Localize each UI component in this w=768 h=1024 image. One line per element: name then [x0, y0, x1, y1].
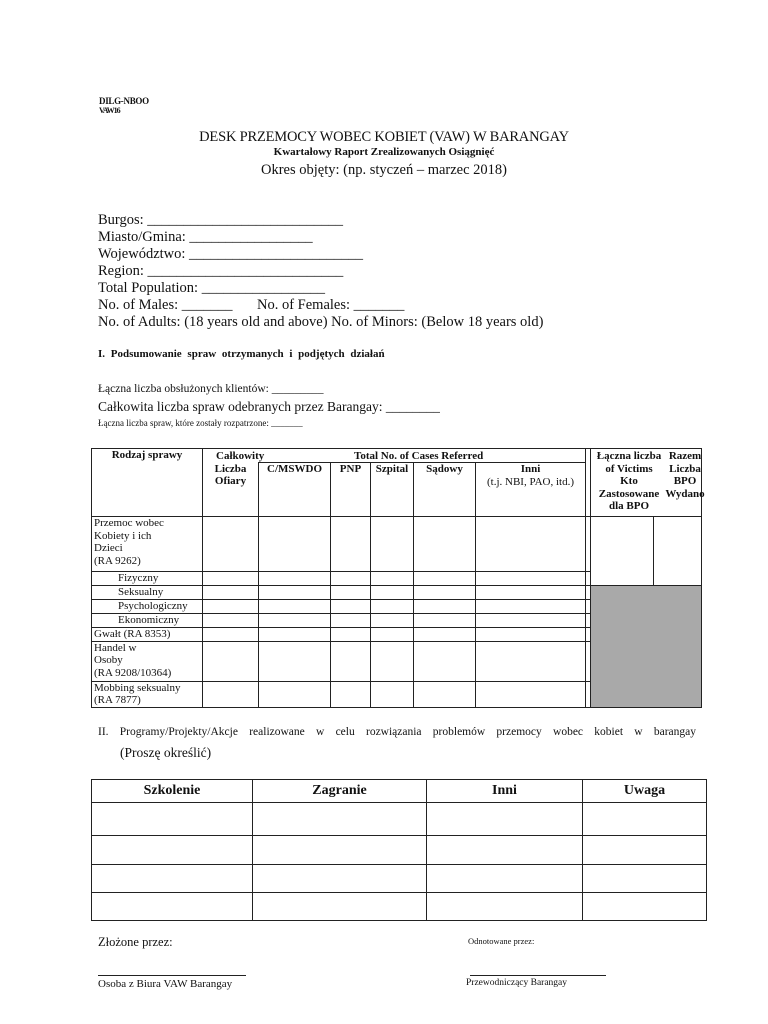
document-code-sub: VAW16: [99, 106, 120, 115]
row-physical: Fizyczny: [92, 572, 203, 586]
table-row: [92, 836, 707, 865]
row-rape: Gwałt (RA 8353): [92, 627, 203, 641]
period-covered: Okres objęty: (np. styczeń – marzec 2018): [260, 162, 507, 178]
header-bpo-victims: Łączna liczba of Victims Kto Zastosowane dla BPO: [596, 450, 662, 512]
column-remarks: Uwaga: [583, 780, 707, 803]
document-subtitle: Kwartałowy Raport Zrealizowanych Osiągnięć: [273, 146, 495, 158]
header-bpo-issued: Razem Liczba BPO Wydano: [665, 450, 705, 500]
field-cases-received: Całkowita liczba spraw odebranych przez Barangay: ________: [98, 399, 440, 414]
column-play: Zagranie: [253, 780, 427, 803]
table-row: [92, 803, 707, 836]
submitted-role: Osoba z Biura VAW Barangay: [98, 978, 233, 990]
field-females: No. of Females: _______: [257, 297, 405, 313]
field-clients-served: Łączna liczba obsłużonych klientów: _________: [98, 383, 324, 395]
submitted-signature-line: [98, 975, 246, 976]
row-psychological: Psychologiczny: [92, 599, 203, 613]
noted-by-label: Odnotowane przez:: [468, 936, 535, 946]
table-row: [92, 865, 707, 893]
programs-table: [91, 779, 707, 921]
field-miasto: Miasto/Gmina: _________________: [98, 229, 313, 245]
row-economic: Ekonomiczny: [92, 613, 203, 627]
column-others: Inni: [427, 780, 583, 803]
header-hospital: Szpital: [371, 463, 414, 517]
noted-role: Przewodniczący Barangay: [466, 978, 568, 988]
field-burgos: Burgos: ___________________________: [98, 212, 344, 228]
shaded-cell: [591, 585, 702, 707]
field-region: Region: ___________________________: [98, 263, 344, 279]
row-trafficking: Handel w Osoby (RA 9208/10364): [92, 641, 203, 681]
header-total-top: Całkowity: [216, 450, 265, 462]
document-code: DILG-NBOO: [99, 96, 149, 106]
header-pnp: PNP: [331, 463, 371, 517]
header-others: Inni: [520, 463, 541, 475]
column-training: Szkolenie: [92, 780, 253, 803]
submitted-by-label: Złożone przez:: [98, 935, 173, 949]
header-court: Sądowy: [414, 463, 476, 517]
section-2-heading: II. Programy/Projekty/Akcje realizowane w celu rozwiązania problemów przemocy wobec kobiet w barangay: [98, 726, 696, 738]
header-others-note: (t.j. NBI, PAO, itd.): [487, 475, 574, 488]
row-vawc: Przemoc wobec Kobiety i ich Dzieci (RA 9262): [92, 517, 203, 572]
header-total-victims: Liczba Ofiary: [203, 463, 259, 517]
field-cases-reviewed: Łączna liczba spraw, które zostały rozpatrzone: _______: [98, 418, 303, 428]
table-row: [92, 893, 707, 921]
header-cases-referred: Total No. of Cases Referred: [354, 450, 484, 462]
document-title: DESK PRZEMOCY WOBEC KOBIET (VAW) W BARANGAY: [199, 129, 569, 145]
field-males: No. of Males: _______: [98, 297, 233, 313]
section-1-heading: I. Podsumowanie spraw otrzymanych i podjętych działań: [98, 348, 385, 360]
row-sexual: Seksualny: [92, 585, 203, 599]
field-adults-minors: No. of Adults: (18 years old and above) No. of Minors: (Below 18 years old): [98, 314, 544, 330]
field-wojewodztwo: Województwo: ________________________: [98, 246, 364, 262]
noted-signature-line: [470, 975, 606, 976]
header-cmswdo: C/MSWDO: [259, 463, 331, 517]
field-population: Total Population: _________________: [98, 280, 325, 296]
section-2-note: (Proszę określić): [120, 745, 212, 760]
header-case-type: Rodzaj sprawy: [92, 449, 203, 517]
row-harassment: Mobbing seksualny (RA 7877): [92, 681, 203, 707]
